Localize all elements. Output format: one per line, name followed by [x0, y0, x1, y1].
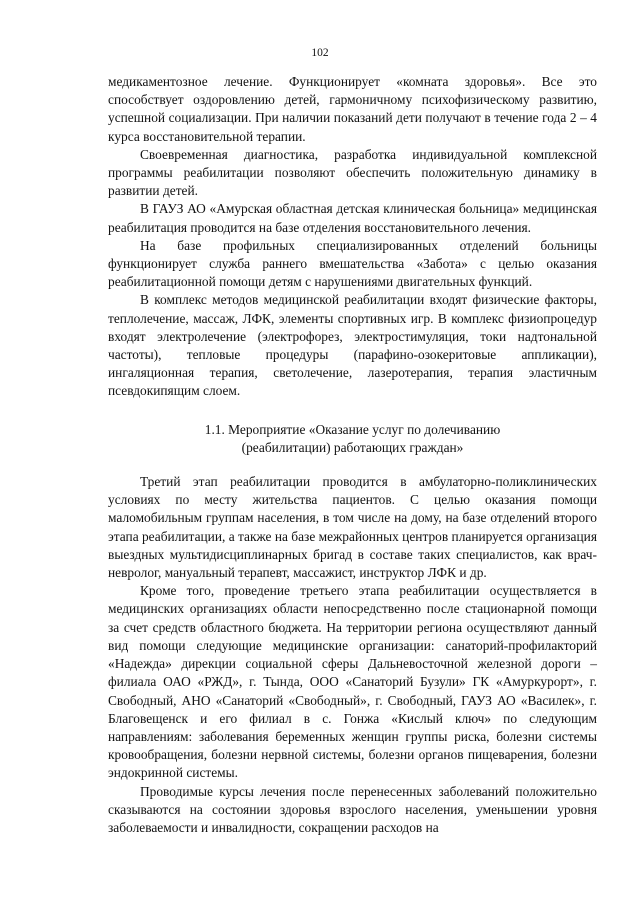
paragraph-medical-organizations: Кроме того, проведение третьего этапа реабилитации осуществляется в медицинских организациях области непосредственно после стационарной помощи за счет средств областного бюджета. На территории региона осуществляют данный вид помощи следующие медицинские организации: санаторий-профилакторий «Надежда» дирекции социальной сферы Дальневосточной железной дороги – филиала ОАО «РЖД», г. Тында, ООО «Санаторий Бузули» ГК «Амуркурорт», г. Свободный, АНО «Санаторий «Свободный», г. Свободный, ГАУЗ АО «Василек», г. Благовещенск и его филиал в с. Гонжа «Кислый ключ» по следующим направлениям: заболевания беременных женщин группы риска, болезни системы кровообращения, болезни нервной системы, болезни органов пищеварения, болезни эндокринной системы.	[108, 583, 597, 781]
page-number: 102	[311, 47, 329, 59]
section-heading-line-1: 1.1. Мероприятие «Оказание услуг по долечиванию	[204, 421, 501, 437]
section-heading-line-2: (реабилитации) работающих граждан»	[241, 439, 464, 455]
document-body	[108, 73, 597, 837]
section-heading	[108, 421, 597, 457]
paragraph-early-intervention: На базе профильных специализированных отделений больницы функционирует служба раннего вмешательства «Забота» с целью оказания реабилитационной помощи детям с нарушениями двигательных функций.	[108, 237, 597, 290]
paragraph-rehab-methods: В комплекс методов медицинской реабилитации входят физические факторы, теплолечение, массаж, ЛФК, элементы спортивных игр. В комплекс физиопроцедур входят электролечение (электрофорез, электростимуляция, токи надтональной частоты), тепловые процедуры (парафино-озокеритовые аппликации), ингаляционная терапия, светолечение, лазеротерапия, терапия эластичным псевдокипящим слоем.	[108, 292, 597, 399]
paragraph-health-room: медикаментозное лечение. Функционирует «комната здоровья». Все это способствует оздоровлению детей, гармоничному психофизическому развитию, успешной социализации. При наличии показаний дети получают в течение года 2 – 4 курса восстановительной терапии.	[108, 74, 597, 144]
paragraph-treatment-results: Проводимые курсы лечения после перенесенных заболеваний положительно сказываются на состоянии здоровья взрослого населения, уменьшении уровня заболеваемости и инвалидности, сокращении расходов на	[108, 783, 597, 835]
paragraph-diagnostics: Своевременная диагностика, разработка индивидуальной комплексной программы реабилитации позволяют обеспечить положительную динамику в развитии детей.	[108, 146, 597, 199]
paragraph-third-stage: Третий этап реабилитации проводится в амбулаторно-поликлинических условиях по месту жительства пациентов. С целью оказания помощи маломобильным группам населения, в том числе на дому, на базе отделений второго этапа реабилитации, а также на базе межрайонных центров планируется организация выездных мультидисциплинарных бригад в составе таких специалистов, как врач-невролог, мануальный терапевт, массажист, инструктор ЛФК и др.	[108, 474, 597, 581]
paragraph-children-hospital: В ГАУЗ АО «Амурская областная детская клиническая больница» медицинская реабилитация проводится на базе отделения восстановительного лечения.	[108, 201, 597, 235]
